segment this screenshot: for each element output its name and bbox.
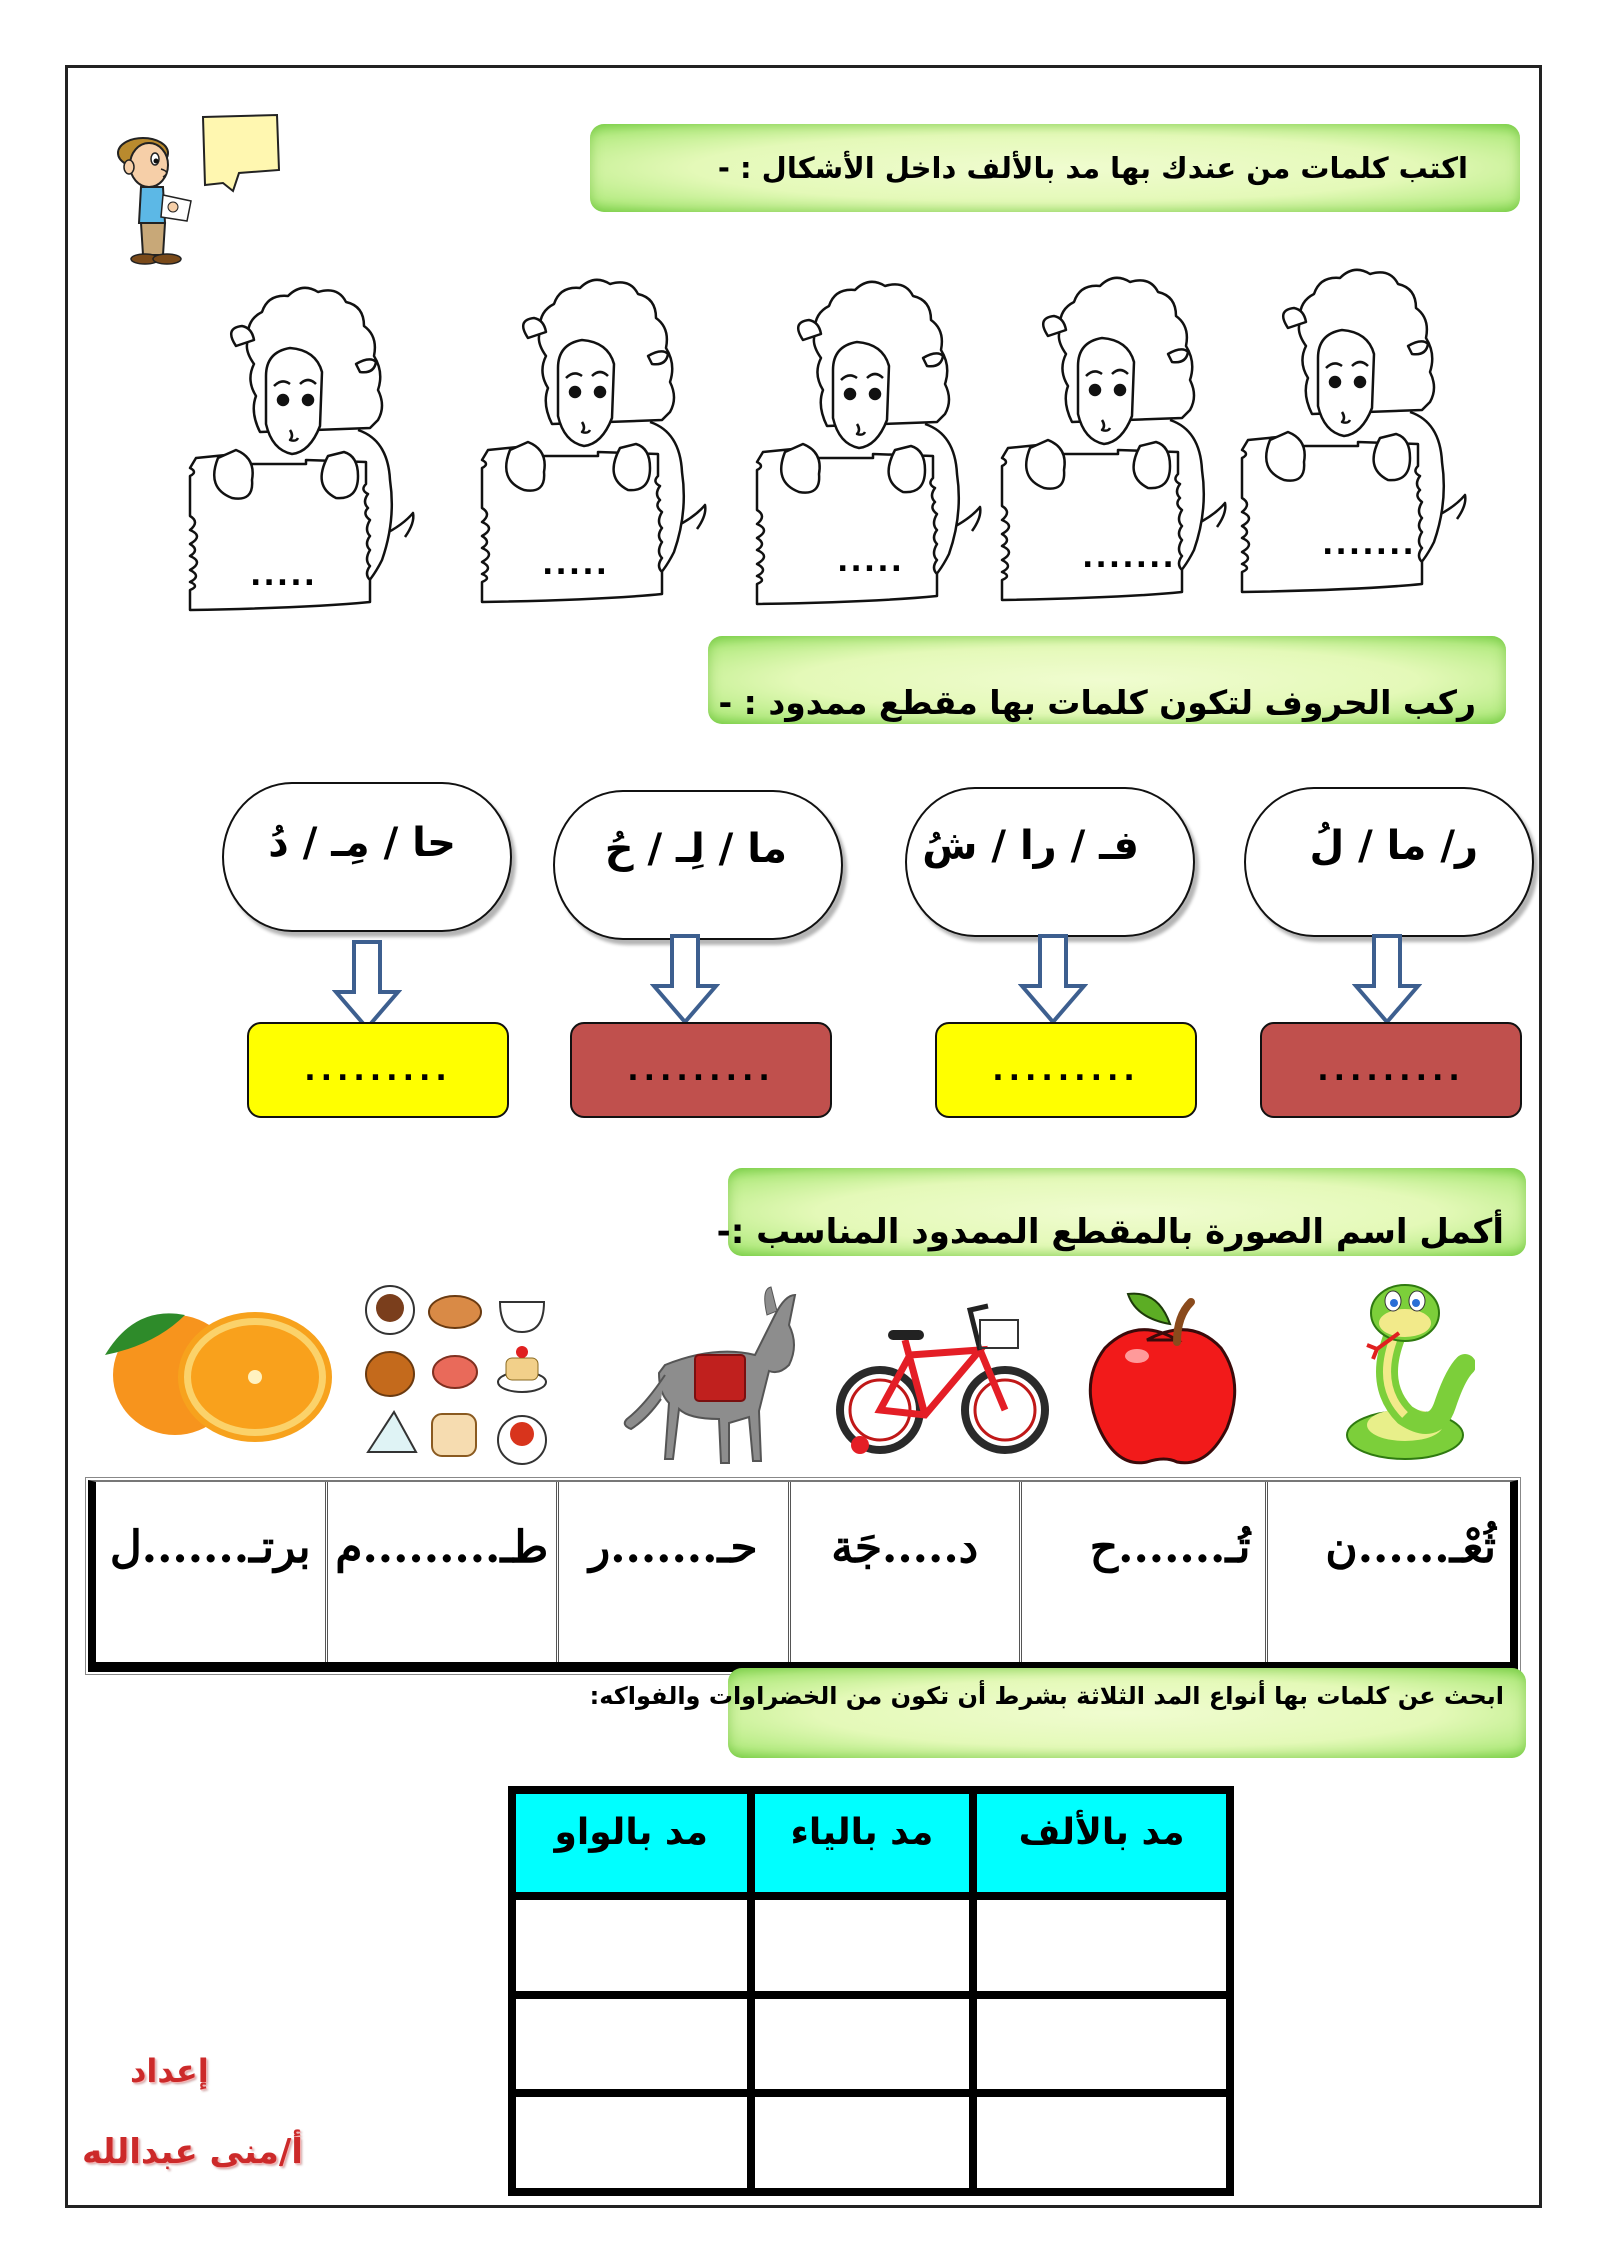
sheep-blank: ..... [837, 544, 904, 579]
answer-blank: ......... [992, 1052, 1140, 1088]
letters-text: فـ / را / شُ [922, 823, 1139, 869]
sheep-card-5[interactable] [178, 280, 438, 650]
header-madd-yaa: مد بالياء [751, 1790, 974, 1896]
snake-picture [1335, 1275, 1475, 1465]
word-cell-donkey[interactable]: حـ.......ر [556, 1482, 788, 1662]
sheep-blank: ....... [1082, 540, 1176, 575]
credit-label: إعداد [130, 2052, 209, 2090]
food-dishes-picture [360, 1282, 555, 1472]
answer-cell[interactable] [751, 1896, 974, 1995]
answer-box-3[interactable] [570, 1022, 832, 1118]
answer-cell[interactable] [751, 1995, 974, 2094]
answer-cell[interactable] [973, 1995, 1230, 2094]
header-madd-waw: مد بالواو [512, 1790, 751, 1896]
orange-picture [95, 1295, 335, 1445]
letters-text: حا / مِـ / دُ [268, 820, 456, 866]
down-arrow-icon [332, 940, 402, 1032]
letters-pill-2 [905, 787, 1195, 937]
table-row [512, 1896, 1230, 1995]
answer-cell[interactable] [512, 1995, 751, 2094]
down-arrow-icon [650, 934, 720, 1026]
sheep-card-4[interactable] [470, 272, 730, 642]
letters-text: ر/ ما / لُ [1309, 823, 1478, 869]
sheep-cards-row [170, 262, 1490, 632]
word-cell-orange[interactable]: برتـ.......ل [109, 1522, 311, 1573]
letters-pill-1 [1244, 787, 1534, 937]
madd-types-table [508, 1786, 1234, 2196]
answer-box-2[interactable] [935, 1022, 1197, 1118]
word-cell-bicycle[interactable]: د.....جَة [788, 1482, 1020, 1662]
header-madd-alef: مد بالألف [973, 1790, 1230, 1896]
instruction-banner-1 [590, 124, 1520, 212]
letters-text: ما / لِـ / حُ [604, 826, 787, 872]
answer-blank: ......... [1317, 1052, 1465, 1088]
word-cell-snake[interactable]: ثُعْـ......ن [1265, 1482, 1511, 1662]
answer-blank: ......... [627, 1052, 775, 1088]
answer-box-4[interactable] [247, 1022, 509, 1118]
word-cell-apple[interactable]: تُـ.......ح [1019, 1482, 1265, 1662]
instruction-banner-4 [589, 1668, 1526, 1758]
answer-cell[interactable] [973, 2093, 1230, 2192]
word-cell-food[interactable]: طـ.........م [325, 1482, 557, 1662]
sheep-card-1[interactable] [1230, 262, 1490, 632]
instruction-text-1: اكتب كلمات من عندك بها مد بالألف داخل الأشكال : - [717, 151, 1468, 185]
instruction-text-3: أكمل اسم الصورة بالمقطع الممدود المناسب :- [716, 1212, 1504, 1252]
instruction-text-2: ركب الحروف لتكون كلمات بها مقطع ممدود : - [718, 683, 1476, 722]
table-row [512, 1995, 1230, 2094]
sheep-card-3[interactable] [745, 274, 1005, 644]
letters-pill-4 [222, 782, 512, 932]
answer-box-1[interactable] [1260, 1022, 1522, 1118]
sheep-blank: ..... [250, 558, 317, 593]
answer-cell[interactable] [512, 1896, 751, 1995]
sheep-blank: ....... [1322, 527, 1416, 562]
down-arrow-icon [1018, 934, 1088, 1026]
sheep-blank: ..... [542, 547, 609, 582]
picture-names-table [88, 1480, 1518, 1672]
boy-with-speech-bubble-illustration [105, 95, 290, 275]
apple-picture [1082, 1290, 1272, 1465]
instruction-banner-3 [716, 1168, 1526, 1256]
donkey-picture [615, 1285, 815, 1475]
sheep-card-2[interactable] [990, 270, 1250, 640]
down-arrow-icon [1352, 934, 1422, 1026]
answer-cell[interactable] [973, 1896, 1230, 1995]
table-row [512, 2093, 1230, 2192]
credit-author: أ/منى عبدالله [82, 2132, 303, 2172]
answer-cell[interactable] [512, 2093, 751, 2192]
letters-pill-3 [553, 790, 843, 940]
answer-blank: ......... [304, 1052, 452, 1088]
instruction-banner-2 [708, 636, 1506, 724]
instruction-text-4: ابحث عن كلمات بها أنواع المد الثلاثة بشرط أن تكون من الخضراوات والفواكه: [589, 1682, 1504, 1710]
answer-cell[interactable] [751, 2093, 974, 2192]
bicycle-picture [830, 1300, 1050, 1460]
